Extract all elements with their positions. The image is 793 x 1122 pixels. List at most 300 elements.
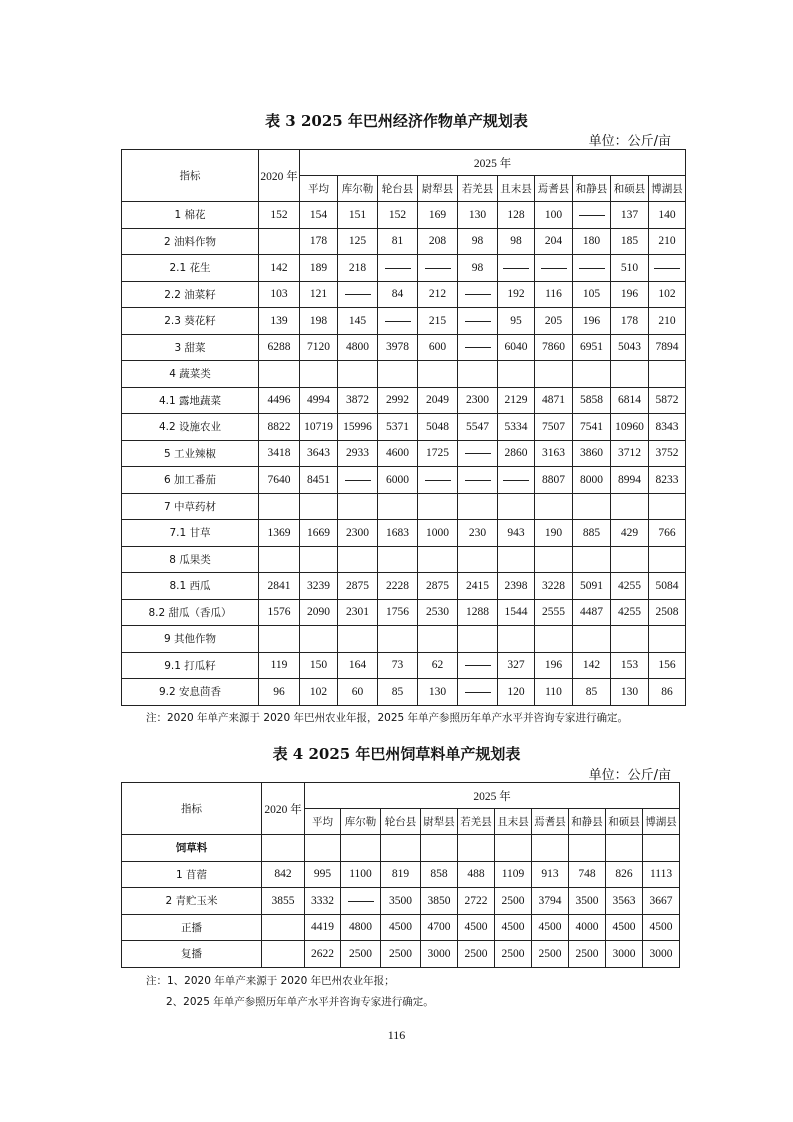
value-cell: 4800 <box>338 334 378 361</box>
value-cell: 2530 <box>418 599 458 626</box>
value-cell <box>649 255 686 282</box>
dash-mark <box>348 901 374 902</box>
value-2020 <box>259 493 300 520</box>
value-2020: 842 <box>262 861 305 888</box>
dash-mark <box>579 215 605 216</box>
row-label: 1 棉花 <box>122 202 259 229</box>
value-cell: 120 <box>498 679 535 706</box>
value-cell: 7541 <box>573 414 611 441</box>
header-2020: 2020 年 <box>262 783 305 835</box>
value-cell: 4487 <box>573 599 611 626</box>
value-cell: 85 <box>573 679 611 706</box>
value-cell: 140 <box>649 202 686 229</box>
value-cell: 429 <box>611 520 649 547</box>
value-cell <box>378 361 418 388</box>
column-header: 若羌县 <box>458 809 495 835</box>
value-cell: 98 <box>498 228 535 255</box>
row-label: 8.1 西瓜 <box>122 573 259 600</box>
table4-unit: 单位：公斤/亩 <box>588 768 671 783</box>
value-cell: 152 <box>378 202 418 229</box>
value-cell: 3752 <box>649 440 686 467</box>
value-cell: 125 <box>338 228 378 255</box>
value-cell: 62 <box>418 652 458 679</box>
table-row <box>122 941 680 968</box>
value-cell: 8233 <box>649 467 686 494</box>
column-header: 博湖县 <box>649 176 686 202</box>
value-cell: 1113 <box>643 861 680 888</box>
value-cell <box>611 546 649 573</box>
value-cell <box>378 493 418 520</box>
value-cell: 5547 <box>458 414 498 441</box>
value-cell: 196 <box>535 652 573 679</box>
value-cell: 8000 <box>573 467 611 494</box>
column-header: 博湖县 <box>643 809 680 835</box>
value-cell: 5084 <box>649 573 686 600</box>
value-cell: 212 <box>418 281 458 308</box>
value-2020: 4496 <box>259 387 300 414</box>
value-cell: 2508 <box>649 599 686 626</box>
value-cell: 156 <box>649 652 686 679</box>
value-cell: 7120 <box>300 334 338 361</box>
value-cell: 3872 <box>338 387 378 414</box>
table-row <box>122 228 686 255</box>
value-cell: 5371 <box>378 414 418 441</box>
row-label: 4.2 设施农业 <box>122 414 259 441</box>
value-cell: 1725 <box>418 440 458 467</box>
value-cell <box>498 467 535 494</box>
value-cell: 8807 <box>535 467 573 494</box>
value-cell <box>300 493 338 520</box>
value-cell <box>458 652 498 679</box>
table-row <box>122 626 686 653</box>
value-cell: 1288 <box>458 599 498 626</box>
value-cell: 86 <box>649 679 686 706</box>
value-cell: 81 <box>378 228 418 255</box>
dash-mark <box>425 268 451 269</box>
value-cell <box>498 361 535 388</box>
value-cell: 4500 <box>606 914 643 941</box>
value-cell: 230 <box>458 520 498 547</box>
column-header: 且末县 <box>498 176 535 202</box>
value-cell: 189 <box>300 255 338 282</box>
value-2020 <box>262 941 305 968</box>
value-cell: 3500 <box>569 888 606 915</box>
value-cell <box>338 361 378 388</box>
value-cell: 2933 <box>338 440 378 467</box>
table4-note-line1: 注：1、2020 年单产来源于 2020 年巴州农业年报； <box>146 975 395 987</box>
value-cell: 7507 <box>535 414 573 441</box>
dash-mark <box>345 294 371 295</box>
value-cell: 1544 <box>498 599 535 626</box>
value-cell: 6000 <box>378 467 418 494</box>
row-label: 8 瓜果类 <box>122 546 259 573</box>
table-row <box>122 546 686 573</box>
value-cell <box>458 281 498 308</box>
table-row <box>122 861 680 888</box>
value-cell <box>535 546 573 573</box>
value-cell: 2301 <box>338 599 378 626</box>
value-cell <box>458 626 498 653</box>
value-cell: 1669 <box>300 520 338 547</box>
dash-mark <box>465 453 491 454</box>
value-cell <box>498 546 535 573</box>
value-cell <box>649 361 686 388</box>
dash-mark <box>345 480 371 481</box>
table-row <box>122 255 686 282</box>
value-cell: 3667 <box>643 888 680 915</box>
value-cell <box>378 255 418 282</box>
header-indicator: 指标 <box>122 150 259 202</box>
value-cell: 169 <box>418 202 458 229</box>
value-cell <box>338 493 378 520</box>
value-cell: 2090 <box>300 599 338 626</box>
value-cell: 7860 <box>535 334 573 361</box>
value-cell: 137 <box>611 202 649 229</box>
dash-mark <box>541 268 567 269</box>
value-cell: 4500 <box>532 914 569 941</box>
value-cell: 1756 <box>378 599 418 626</box>
value-cell: 154 <box>300 202 338 229</box>
value-cell: 4871 <box>535 387 573 414</box>
value-cell <box>611 493 649 520</box>
value-cell <box>649 626 686 653</box>
value-cell: 3712 <box>611 440 649 467</box>
value-cell: 8994 <box>611 467 649 494</box>
value-cell <box>611 361 649 388</box>
value-cell: 2500 <box>569 941 606 968</box>
value-cell: 4500 <box>458 914 495 941</box>
value-2020: 152 <box>259 202 300 229</box>
header-2025: 2025 年 <box>305 783 680 809</box>
value-cell: 4700 <box>421 914 458 941</box>
value-cell <box>606 835 643 862</box>
value-cell: 3850 <box>421 888 458 915</box>
column-header: 库尔勒 <box>341 809 381 835</box>
table-row <box>122 652 686 679</box>
value-cell: 180 <box>573 228 611 255</box>
value-cell: 2875 <box>338 573 378 600</box>
value-cell <box>378 626 418 653</box>
value-cell: 164 <box>338 652 378 679</box>
value-cell: 210 <box>649 228 686 255</box>
value-cell: 98 <box>458 255 498 282</box>
value-2020: 6288 <box>259 334 300 361</box>
value-cell <box>498 493 535 520</box>
column-header: 平均 <box>305 809 341 835</box>
table-row <box>122 835 680 862</box>
value-cell <box>643 835 680 862</box>
value-cell <box>569 835 606 862</box>
value-cell: 5091 <box>573 573 611 600</box>
value-2020 <box>259 546 300 573</box>
value-cell <box>535 493 573 520</box>
value-cell <box>418 361 458 388</box>
value-cell: 10719 <box>300 414 338 441</box>
value-2020: 2841 <box>259 573 300 600</box>
value-cell: 2500 <box>381 941 421 968</box>
value-cell: 2500 <box>532 941 569 968</box>
value-cell: 105 <box>573 281 611 308</box>
value-cell: 2860 <box>498 440 535 467</box>
value-cell: 100 <box>535 202 573 229</box>
value-cell: 3228 <box>535 573 573 600</box>
table-row <box>122 520 686 547</box>
value-cell: 130 <box>611 679 649 706</box>
value-cell: 95 <box>498 308 535 335</box>
value-cell: 6951 <box>573 334 611 361</box>
value-cell: 3000 <box>421 941 458 968</box>
value-2020: 1576 <box>259 599 300 626</box>
table-row <box>122 493 686 520</box>
table4-grid <box>121 782 680 968</box>
table-row <box>122 573 686 600</box>
table-row <box>122 679 686 706</box>
table4-title: 表 4 2025 年巴州饲草料单产规划表 <box>272 745 521 763</box>
value-cell: 10960 <box>611 414 649 441</box>
dash-mark <box>465 347 491 348</box>
value-cell: 2722 <box>458 888 495 915</box>
value-cell: 98 <box>458 228 498 255</box>
row-label: 5 工业辣椒 <box>122 440 259 467</box>
column-header: 和静县 <box>569 809 606 835</box>
value-cell: 995 <box>305 861 341 888</box>
value-cell: 8343 <box>649 414 686 441</box>
value-cell <box>535 626 573 653</box>
value-cell: 600 <box>418 334 458 361</box>
column-header: 库尔勒 <box>338 176 378 202</box>
table-row <box>122 914 680 941</box>
row-label: 6 加工番茄 <box>122 467 259 494</box>
table3-grid <box>121 149 686 706</box>
value-cell <box>378 308 418 335</box>
value-cell: 4419 <box>305 914 341 941</box>
value-cell <box>458 493 498 520</box>
value-cell <box>535 361 573 388</box>
value-cell: 3794 <box>532 888 569 915</box>
value-cell: 766 <box>649 520 686 547</box>
value-cell <box>338 626 378 653</box>
value-cell: 130 <box>418 679 458 706</box>
value-cell: 205 <box>535 308 573 335</box>
value-cell: 196 <box>611 281 649 308</box>
table-row <box>122 281 686 308</box>
table-row <box>122 440 686 467</box>
value-cell: 2415 <box>458 573 498 600</box>
value-cell: 4255 <box>611 573 649 600</box>
dash-mark <box>465 480 491 481</box>
value-cell <box>458 334 498 361</box>
value-2020: 139 <box>259 308 300 335</box>
value-cell: 2555 <box>535 599 573 626</box>
value-cell: 488 <box>458 861 495 888</box>
value-2020 <box>262 914 305 941</box>
value-cell: 1683 <box>378 520 418 547</box>
row-label: 2.1 花生 <box>122 255 259 282</box>
value-cell: 2500 <box>341 941 381 968</box>
table-row <box>122 467 686 494</box>
value-cell: 943 <box>498 520 535 547</box>
value-cell: 2228 <box>378 573 418 600</box>
value-cell <box>458 679 498 706</box>
value-cell: 145 <box>338 308 378 335</box>
value-cell <box>649 546 686 573</box>
column-header: 若羌县 <box>458 176 498 202</box>
row-label: 9.2 安息茴香 <box>122 679 259 706</box>
dash-mark <box>503 480 529 481</box>
row-label: 8.2 甜瓜（香瓜） <box>122 599 259 626</box>
value-cell <box>573 546 611 573</box>
value-cell: 2129 <box>498 387 535 414</box>
value-cell: 128 <box>498 202 535 229</box>
value-2020: 1369 <box>259 520 300 547</box>
value-cell <box>305 835 341 862</box>
value-cell <box>378 546 418 573</box>
value-cell: 208 <box>418 228 458 255</box>
dash-mark <box>654 268 680 269</box>
value-cell: 60 <box>338 679 378 706</box>
value-cell <box>458 440 498 467</box>
value-cell: 3860 <box>573 440 611 467</box>
value-cell <box>458 467 498 494</box>
dash-mark <box>503 268 529 269</box>
value-cell <box>458 308 498 335</box>
dash-mark <box>465 294 491 295</box>
value-cell: 192 <box>498 281 535 308</box>
value-cell <box>418 467 458 494</box>
column-header: 且末县 <box>495 809 532 835</box>
table-row <box>122 888 680 915</box>
row-label: 复播 <box>122 941 262 968</box>
value-cell: 4800 <box>341 914 381 941</box>
value-cell: 210 <box>649 308 686 335</box>
value-cell: 84 <box>378 281 418 308</box>
value-cell: 2500 <box>458 941 495 968</box>
value-cell: 121 <box>300 281 338 308</box>
row-label: 2.3 葵花籽 <box>122 308 259 335</box>
value-cell: 2992 <box>378 387 418 414</box>
value-2020: 96 <box>259 679 300 706</box>
value-cell: 142 <box>573 652 611 679</box>
value-cell: 1000 <box>418 520 458 547</box>
column-header: 平均 <box>300 176 338 202</box>
value-cell <box>418 493 458 520</box>
row-label: 2 青贮玉米 <box>122 888 262 915</box>
value-2020: 3855 <box>262 888 305 915</box>
value-cell <box>300 361 338 388</box>
table3-unit: 单位：公斤/亩 <box>588 134 671 149</box>
value-cell: 2875 <box>418 573 458 600</box>
value-2020 <box>259 228 300 255</box>
value-cell: 204 <box>535 228 573 255</box>
value-cell <box>573 255 611 282</box>
value-cell: 826 <box>606 861 643 888</box>
value-cell <box>458 546 498 573</box>
row-label: 7.1 甘草 <box>122 520 259 547</box>
row-label: 4.1 露地蔬菜 <box>122 387 259 414</box>
table-row <box>122 361 686 388</box>
row-label: 7 中草药材 <box>122 493 259 520</box>
table-row <box>122 202 686 229</box>
table4-note-line2: 2、2025 年单产参照历年单产水平并咨询专家进行确定。 <box>166 996 434 1008</box>
dash-mark <box>465 665 491 666</box>
value-cell: 218 <box>338 255 378 282</box>
row-label: 2.2 油菜籽 <box>122 281 259 308</box>
value-cell: 7894 <box>649 334 686 361</box>
value-cell: 4500 <box>643 914 680 941</box>
value-2020 <box>262 835 305 862</box>
value-cell <box>573 202 611 229</box>
column-header: 尉犁县 <box>421 809 458 835</box>
value-cell: 116 <box>535 281 573 308</box>
value-cell <box>338 546 378 573</box>
column-header: 焉耆县 <box>535 176 573 202</box>
value-cell: 819 <box>381 861 421 888</box>
value-cell: 2049 <box>418 387 458 414</box>
value-cell: 150 <box>300 652 338 679</box>
value-2020: 8822 <box>259 414 300 441</box>
value-cell: 3978 <box>378 334 418 361</box>
header-row <box>122 150 686 176</box>
value-cell <box>611 626 649 653</box>
value-cell: 190 <box>535 520 573 547</box>
column-header: 尉犁县 <box>418 176 458 202</box>
value-cell: 4994 <box>300 387 338 414</box>
table-row <box>122 387 686 414</box>
value-cell: 198 <box>300 308 338 335</box>
row-label: 4 蔬菜类 <box>122 361 259 388</box>
value-cell: 2622 <box>305 941 341 968</box>
value-cell: 1109 <box>495 861 532 888</box>
dash-mark <box>579 268 605 269</box>
value-cell: 178 <box>611 308 649 335</box>
value-cell <box>300 626 338 653</box>
column-header: 焉耆县 <box>532 809 569 835</box>
value-cell: 3000 <box>606 941 643 968</box>
value-cell: 5872 <box>649 387 686 414</box>
value-cell: 913 <box>532 861 569 888</box>
value-cell: 3000 <box>643 941 680 968</box>
value-cell: 5048 <box>418 414 458 441</box>
value-cell <box>300 546 338 573</box>
value-cell: 6040 <box>498 334 535 361</box>
value-cell: 2300 <box>458 387 498 414</box>
table3-note: 注：2020 年单产来源于 2020 年巴州农业年报，2025 年单产参照历年单产水平并咨询专家进行确定。 <box>146 712 629 724</box>
value-cell: 102 <box>300 679 338 706</box>
value-cell: 5043 <box>611 334 649 361</box>
value-2020: 103 <box>259 281 300 308</box>
row-label: 1 苜蓿 <box>122 861 262 888</box>
value-cell <box>338 281 378 308</box>
value-cell <box>495 835 532 862</box>
value-cell <box>535 255 573 282</box>
value-cell: 102 <box>649 281 686 308</box>
value-cell <box>573 493 611 520</box>
value-cell: 4500 <box>381 914 421 941</box>
value-cell: 3239 <box>300 573 338 600</box>
value-cell: 4000 <box>569 914 606 941</box>
value-cell: 327 <box>498 652 535 679</box>
value-cell <box>649 493 686 520</box>
value-cell: 1100 <box>341 861 381 888</box>
value-cell <box>421 835 458 862</box>
row-label: 饲草料 <box>122 835 262 862</box>
value-cell: 5334 <box>498 414 535 441</box>
value-cell: 196 <box>573 308 611 335</box>
value-cell: 748 <box>569 861 606 888</box>
header-2020: 2020 年 <box>259 150 300 202</box>
value-cell: 178 <box>300 228 338 255</box>
value-cell: 885 <box>573 520 611 547</box>
